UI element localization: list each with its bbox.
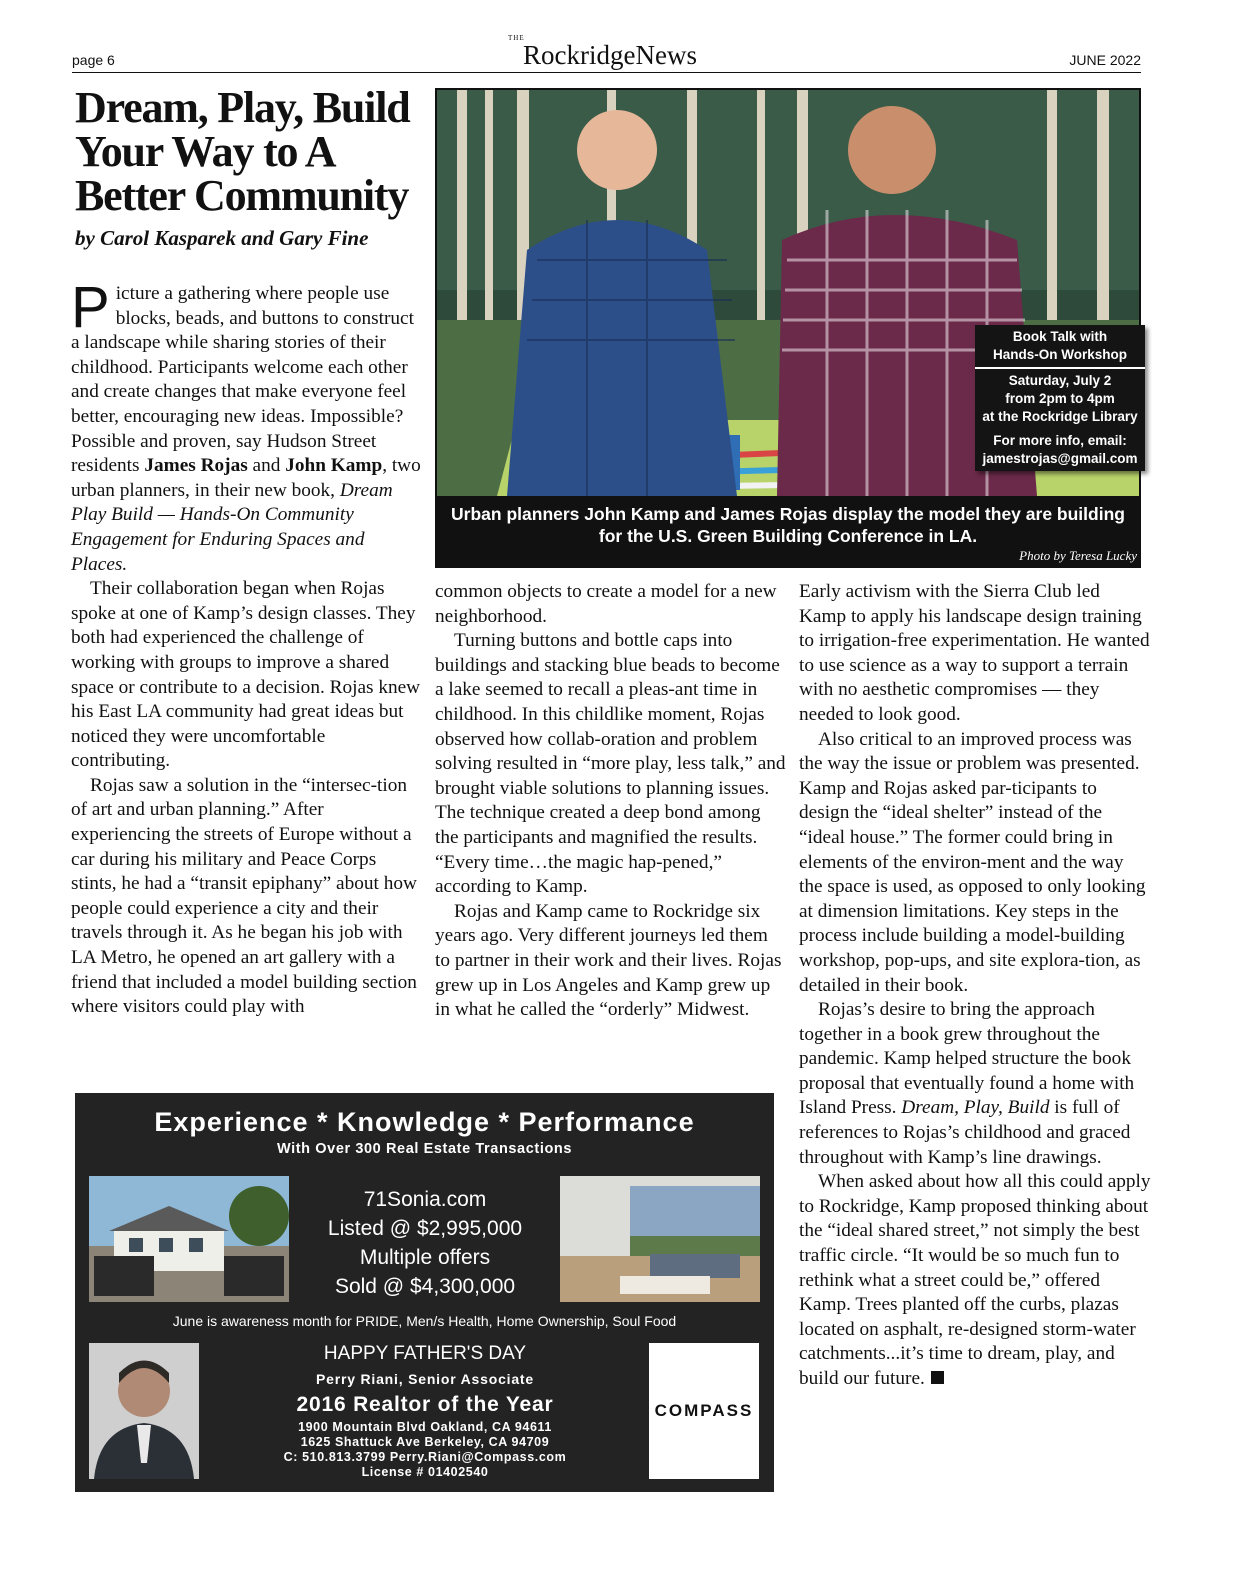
paragraph-6: Rojas and Kamp came to Rockridge six years ago. Very different journeys led them to partner in their work and their lives. Rojas grew up in Los Angeles and Kamp grew up in what he called the “orderly” Midwest. xyxy=(435,900,782,1021)
ad-subtitle: With Over 300 Real Estate Transactions xyxy=(276,1141,573,1157)
event-date-line-2: from 2pm to 4pm xyxy=(1005,391,1115,406)
compass-logo xyxy=(649,1343,759,1479)
paragraph-9 xyxy=(799,998,1151,1170)
paragraph-2: Their collaboration began when Rojas spoke at one of Kamp’s design classes. They both had experienced the challenge of working with groups to improve a shared space or contribute to a decision. Rojas knew his East LA community had great ideas but noticed they were uncomfortable contributing. xyxy=(71,578,421,772)
event-title-line-2: Hands-On Workshop xyxy=(992,347,1127,362)
paragraph-7: Early activism with the Sierra Club led Kamp to apply his landscape design training to irrigation-free experimentation. He wanted to use science as a way to support a terrain with no aesthetic compromises — they needed to look good. xyxy=(799,581,1150,725)
paragraph-10-text: When asked about how all this could apply to Rockridge, Kamp proposed thinking about the “ideal shared street,” not simply the best traffic circle. “It would be so much fun to rethink what a street could be,” offered Kamp. Trees planted off the curbs, plazas located on asphalt, re-designed storm-water catchments...it’s time to dream, play, and build our future. xyxy=(799,1171,1151,1389)
paragraph-1 xyxy=(71,275,421,577)
listing-price: Listed @ $2,995,000 xyxy=(327,1217,523,1240)
paragraph-1-text-c: , two urban planners, in their new book, xyxy=(71,455,421,501)
masthead xyxy=(490,34,730,71)
event-info-label: For more info, email: xyxy=(993,433,1127,448)
book-title-inline: Dream, Play, Build xyxy=(901,1097,1050,1119)
ad-award: 2016 Realtor of the Year xyxy=(296,1393,554,1416)
ad-license: License # 01402540 xyxy=(361,1465,489,1479)
article-byline: by Carol Kasparek and Gary Fine xyxy=(75,226,369,250)
event-title xyxy=(975,325,1145,367)
listing-website[interactable]: 71Sonia.com xyxy=(363,1188,487,1211)
event-date xyxy=(975,369,1145,429)
page-number: page 6 xyxy=(72,52,115,68)
name-james-rojas: James Rojas xyxy=(144,455,248,477)
paragraph-3: Rojas saw a solution in the “intersec-tion of art and urban planning.” After experiencing the streets of Europe without a car during his military and Peace Corps stints, he had a “transit epiphany” about how people could experience a city and their travels through it. As he began his job with LA Metro, he opened an art gallery with a friend that included a model building section where visitors could play with xyxy=(71,774,417,1018)
ad-phone-email[interactable]: C: 510.813.3799 Perry.Riani@Compass.com xyxy=(283,1450,567,1464)
photo-caption: Urban planners John Kamp and James Rojas display the model they are building for the U.S. Green Building Conference in LA. xyxy=(451,504,1125,546)
real-estate-ad xyxy=(75,1093,774,1492)
end-mark-icon xyxy=(931,1371,944,1384)
paragraph-1-text: icture a gathering where people use blocks, beads, and buttons to construct a landscape while sharing stories of their childhood. Participants welcome each other and create changes that make everyone feel better, encouraging new ideas. Impossible? Possible and proven, say Hudson Street residents xyxy=(71,283,414,477)
event-title-line-1: Book Talk with xyxy=(1012,329,1108,344)
listing-offers: Multiple offers xyxy=(359,1246,491,1269)
paragraph-10 xyxy=(799,1170,1151,1391)
article-column-3 xyxy=(799,580,1151,1392)
ad-awareness-line: June is awareness month for PRIDE, Men/s Health, Home Ownership, Soul Food xyxy=(172,1313,677,1329)
event-info xyxy=(975,429,1145,471)
drop-cap: P xyxy=(71,275,110,340)
ad-address-oakland: 1900 Mountain Blvd Oakland, CA 94611 xyxy=(298,1420,552,1434)
photo-credit: Photo by Teresa Lucky xyxy=(1019,548,1137,563)
paragraph-9-text-b: is full of references to Rojas’s childhood and graced throughout with Kamp’s line drawings. xyxy=(799,1097,1131,1168)
event-email-link[interactable]: jamestrojas@gmail.com xyxy=(982,451,1138,466)
article-column-2 xyxy=(435,580,787,1023)
name-john-kamp: John Kamp xyxy=(285,455,383,477)
paragraph-8: Also critical to an improved process was the way the issue or problem was presented. Kamp and Rojas asked par-ticipants to design the “ideal shelter” instead of the “ideal house.” The former could bring in elements of the environ-ment and the way the space is used, as opposed to only looking at dimension limitations. Key steps in the process include building a model-building workshop, pop-ups, and site explora-tion, as detailed in their book. xyxy=(799,728,1146,996)
article-column-1 xyxy=(71,275,421,1020)
article-headline: Dream, Play, Build Your Way to A Better Community xyxy=(75,83,410,220)
house-interior-photo xyxy=(560,1176,760,1302)
agent-headshot xyxy=(89,1343,199,1479)
issue-date: JUNE 2022 xyxy=(1069,52,1141,68)
masthead-title: RockridgeNews xyxy=(523,40,697,70)
paragraph-9-text: Rojas’s desire to bring the approach together in a book grew throughout the pandemic. Kamp helped structure the book proposal that eventually found a home with Island Press. xyxy=(799,999,1135,1119)
ad-fathers-day: HAPPY FATHER'S DAY xyxy=(323,1343,527,1364)
event-date-line-1: Saturday, July 2 xyxy=(1008,373,1112,388)
ad-title: Experience * Knowledge * Performance xyxy=(154,1107,695,1137)
ad-agent-name: Perry Riani, Senior Associate xyxy=(316,1371,534,1387)
book-title: Dream Play Build — Hands-On Community Engagement for Enduring Spaces and Places. xyxy=(71,479,393,575)
paragraph-1-text-b: and xyxy=(247,455,286,477)
masthead-the: THE xyxy=(508,34,525,42)
ad-listing-details xyxy=(295,1185,555,1301)
event-callout xyxy=(975,325,1145,471)
paragraph-4: common objects to create a model for a new neighborhood. xyxy=(435,581,777,627)
ad-contact-block xyxy=(225,1420,625,1480)
paragraph-5: Turning buttons and bottle caps into buildings and stacking blue beads to become a lake seemed to recall a pleas-ant time in childhood. In this childlike moment, Rojas observed how collab-oration and problem solving resulted in “more play, less talk,” and brought viable solutions to planning issues. The technique created a deep bond among the participants and magnified the results. “Every time…the magic hap-pened,” according to Kamp. xyxy=(435,630,786,898)
event-date-line-3: at the Rockridge Library xyxy=(982,409,1138,424)
ad-address-berkeley: 1625 Shattuck Ave Berkeley, CA 94709 xyxy=(300,1435,550,1449)
listing-sold-price: Sold @ $4,300,000 xyxy=(334,1275,516,1298)
house-exterior-photo xyxy=(89,1176,289,1302)
compass-wordmark: COMPASS xyxy=(654,1401,754,1420)
header-rule xyxy=(72,72,1141,73)
